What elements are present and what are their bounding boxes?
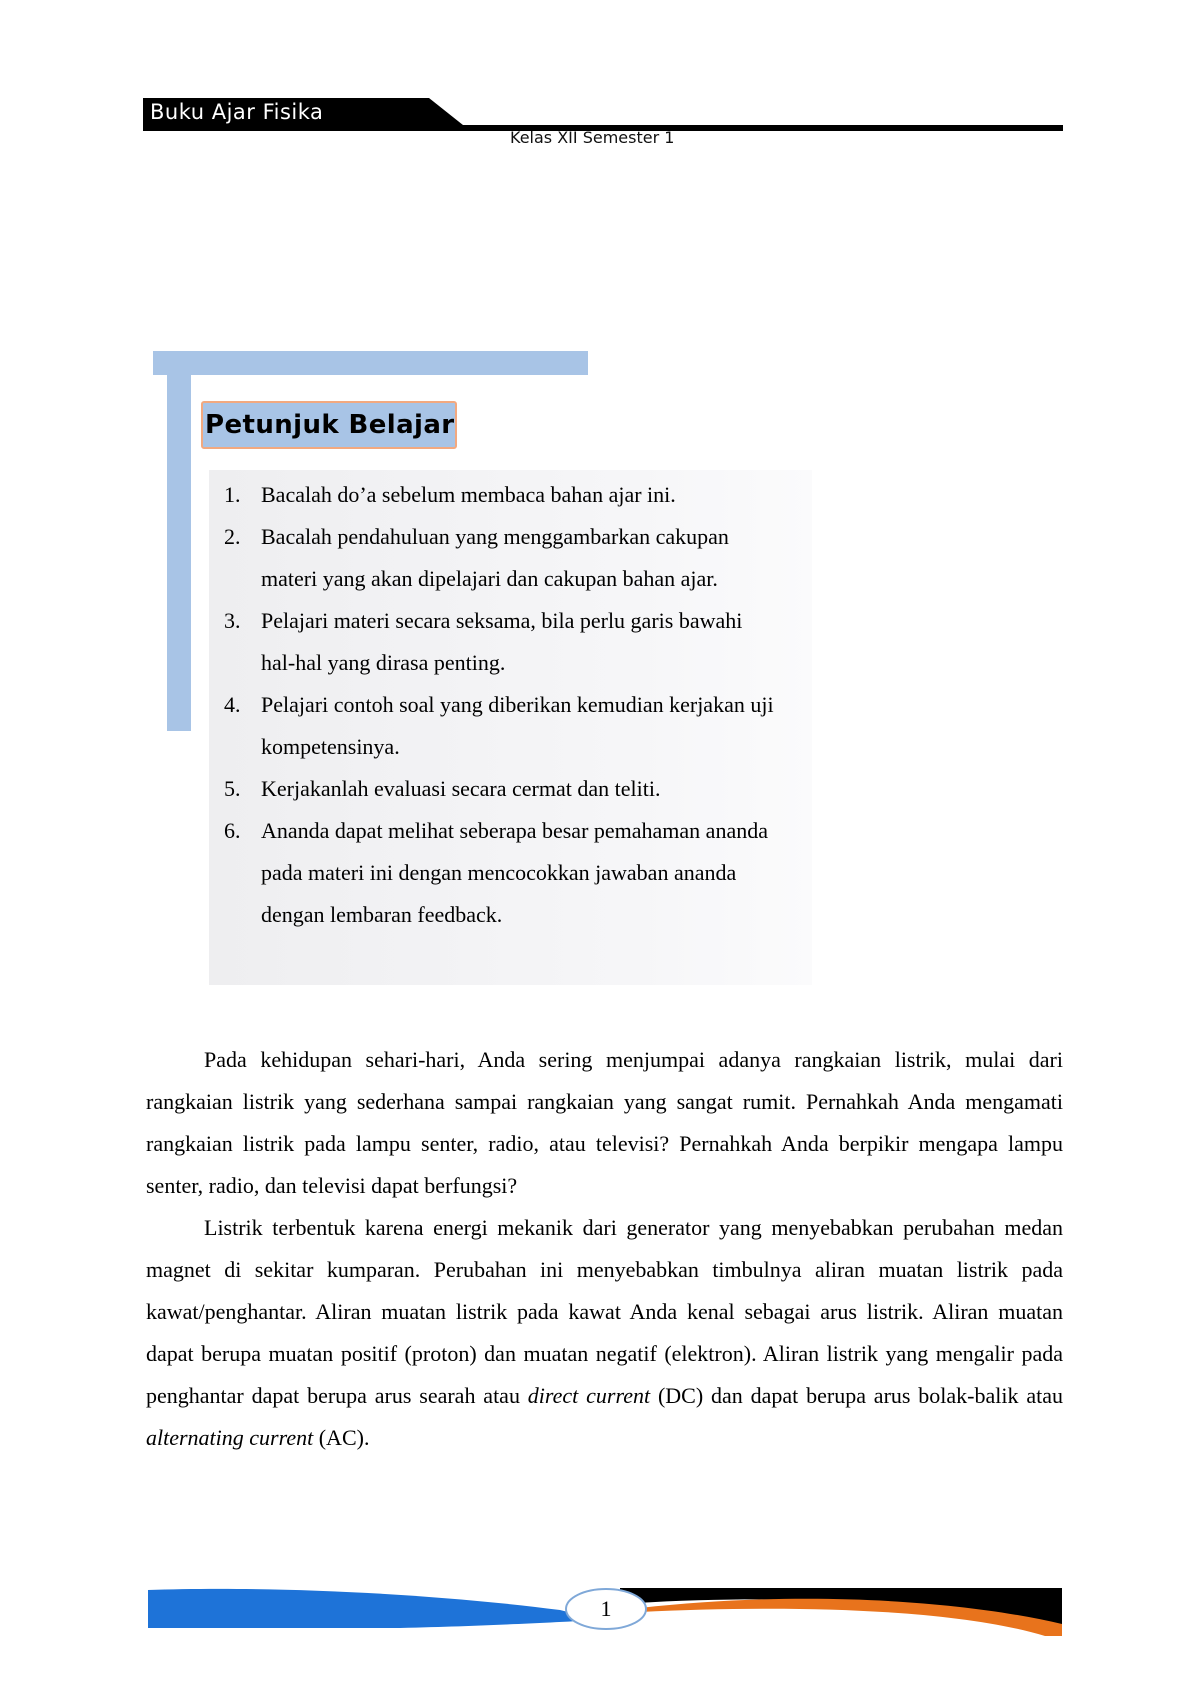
book-title: Buku Ajar Fisika (150, 100, 324, 124)
list-item-text: Pelajari contoh soal yang diberikan kemudian kerjakan uji kompetensinya. (261, 692, 774, 759)
list-item-text: Bacalah do’a sebelum membaca bahan ajar ini. (261, 482, 676, 507)
bracket-decoration-left (167, 351, 191, 731)
list-item-number: 2. (224, 524, 241, 549)
list-item (222, 474, 782, 516)
class-semester: Kelas XII Semester 1 (510, 128, 675, 147)
list-item-text: Bacalah pendahuluan yang menggambarkan cakupan materi yang akan dipelajari dan cakupan bahan ajar. (261, 524, 729, 591)
page-number: 1 (600, 1596, 612, 1621)
list-item (222, 684, 782, 768)
paragraph-text: Listrik terbentuk karena energi mekanik dari generator yang menyebabkan perubahan medan magnet di sekitar kumparan. Perubahan ini menyebabkan timbulnya aliran muatan listrik pada kawat/penghantar. Aliran muatan listrik pada kawat Anda kenal sebagai arus listrik. Aliran muatan dapat berupa muatan positif (proton) dan muatan negatif (elektron). Aliran listrik yang mengalir pada penghantar dapat berupa arus searah atau (146, 1215, 1063, 1408)
tips-list (222, 474, 782, 936)
list-item (222, 810, 782, 936)
list-item-number: 4. (224, 692, 241, 717)
list-item-number: 5. (224, 776, 241, 801)
list-item-number: 6. (224, 818, 241, 843)
bracket-decoration-top (153, 351, 588, 375)
list-item-text: Kerjakanlah evaluasi secara cermat dan teliti. (261, 776, 661, 801)
paragraph-text: (AC). (313, 1425, 370, 1450)
italic-term: alternating current (146, 1425, 314, 1450)
italic-term: direct current (527, 1383, 651, 1408)
paragraph-text: (DC) dan dapat berupa arus bolak-balik atau (650, 1383, 1063, 1408)
body-paragraph (146, 1207, 1063, 1459)
list-item-number: 3. (224, 608, 241, 633)
footer-blue-wave (148, 1589, 600, 1628)
body-text (146, 1039, 1063, 1459)
list-item (222, 516, 782, 600)
list-item (222, 600, 782, 684)
list-item-number: 1. (224, 482, 241, 507)
tips-title: Petunjuk Belajar (201, 401, 457, 449)
list-item (222, 768, 782, 810)
list-item-text: Pelajari materi secara seksama, bila perlu garis bawahi hal-hal yang dirasa penting. (261, 608, 743, 675)
body-paragraph: Pada kehidupan sehari-hari, Anda sering menjumpai adanya rangkaian listrik, mulai dari rangkaian listrik yang sederhana sampai rangkaian yang sangat rumit. Pernahkah Anda mengamati rangkaian listrik pada lampu senter, radio, atau televisi? Pernahkah Anda berpikir mengapa lampu senter, radio, dan televisi dapat berfungsi? (146, 1047, 1063, 1198)
list-item-text: Ananda dapat melihat seberapa besar pemahaman ananda pada materi ini dengan mencocokkan jawaban ananda dengan lembaran feedback. (261, 818, 768, 927)
